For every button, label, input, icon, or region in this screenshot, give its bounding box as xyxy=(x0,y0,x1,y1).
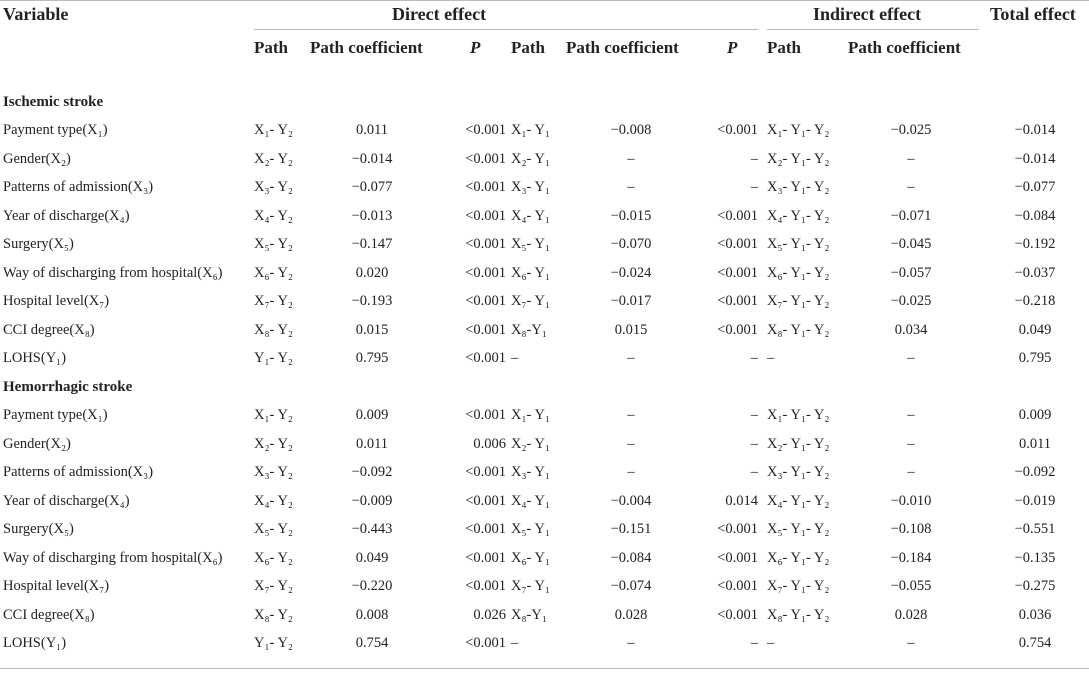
indirect-path-cell: X₃- Y₁- Y₂ xyxy=(767,179,830,195)
direct-path-1-cell: X₃- Y₂ xyxy=(254,179,293,195)
variable-cell: Year of discharge(X₄) xyxy=(3,492,130,509)
total-effect-cell: 0.049 xyxy=(1018,321,1052,338)
header-indirect-effect: Indirect effect xyxy=(813,4,922,24)
indirect-coefficient-cell: – xyxy=(907,435,915,452)
total-effect-cell: −0.218 xyxy=(1014,293,1056,309)
p-value-2-cell: – xyxy=(750,179,758,195)
p-value-2-cell: – xyxy=(750,407,758,423)
direct-path-1-cell: X₆- Y₂ xyxy=(254,264,293,281)
direct-coefficient-2-cell: – xyxy=(627,150,635,167)
p-value-2-cell: <0.001 xyxy=(717,549,758,566)
direct-coefficient-2-cell: −0.015 xyxy=(610,207,652,224)
p-value-2-cell: <0.001 xyxy=(717,236,758,252)
p-value-2-cell: <0.001 xyxy=(717,207,758,224)
direct-path-2-cell: X₃- Y₁ xyxy=(511,464,550,480)
variable-cell: LOHS(Y₁) xyxy=(3,350,67,366)
direct-path-1-cell: Y₁- Y₂ xyxy=(254,350,293,366)
variable-cell: Surgery(X₅) xyxy=(3,236,74,252)
total-effect-cell: 0.795 xyxy=(1018,350,1052,366)
subheader-path-1: Path xyxy=(254,38,288,57)
direct-path-2-cell: X₁- Y₁ xyxy=(511,122,550,138)
direct-coefficient-2-cell: −0.070 xyxy=(610,236,652,252)
subheader-path-coefficient-1: Path coefficient xyxy=(310,38,423,57)
direct-coefficient-2-cell: – xyxy=(627,435,635,452)
total-effect-cell: −0.077 xyxy=(1014,179,1056,195)
variable-cell: CCI degree(X₈) xyxy=(3,606,95,623)
section-title-ischemic: Ischemic stroke xyxy=(3,94,104,110)
direct-path-2-cell: X₂- Y₁ xyxy=(511,435,550,452)
p-value-2-cell: <0.001 xyxy=(717,264,758,281)
direct-coefficient-2-cell: 0.015 xyxy=(614,321,648,338)
table-row xyxy=(0,487,1089,515)
direct-coefficient-1-cell: −0.147 xyxy=(351,236,393,252)
direct-path-2-cell: X₈-Y₁ xyxy=(511,606,547,623)
direct-coefficient-1-cell: 0.049 xyxy=(355,549,389,566)
p-value-2-cell: – xyxy=(750,435,758,452)
total-effect-cell: −0.084 xyxy=(1014,207,1056,224)
indirect-path-cell: X₄- Y₁- Y₂ xyxy=(767,207,830,224)
direct-path-2-cell: X₆- Y₁ xyxy=(511,549,550,566)
direct-path-2-cell: X₄- Y₁ xyxy=(511,492,550,509)
table-row xyxy=(0,515,1089,543)
direct-coefficient-2-cell: −0.024 xyxy=(610,264,652,281)
subheader-indirect-path-coefficient: Path coefficient xyxy=(848,38,961,57)
direct-coefficient-2-cell: −0.017 xyxy=(610,293,652,309)
direct-path-1-cell: X₆- Y₂ xyxy=(254,549,293,566)
direct-coefficient-1-cell: 0.011 xyxy=(355,435,389,452)
direct-path-2-cell: X₅- Y₁ xyxy=(511,521,550,537)
indirect-path-cell: X₈- Y₁- Y₂ xyxy=(767,321,830,338)
direct-path-2-cell: X₅- Y₁ xyxy=(511,236,550,252)
direct-path-1-cell: X₈- Y₂ xyxy=(254,321,293,338)
variable-cell: CCI degree(X₈) xyxy=(3,321,95,338)
p-value-2-cell: – xyxy=(750,350,758,366)
p-value-1-cell: <0.001 xyxy=(465,293,506,309)
table-row xyxy=(0,259,1089,287)
indirect-coefficient-cell: −0.071 xyxy=(890,207,932,224)
indirect-coefficient-cell: −0.057 xyxy=(890,264,932,281)
indirect-coefficient-cell: 0.028 xyxy=(894,606,928,623)
indirect-path-cell: X₈- Y₁- Y₂ xyxy=(767,606,830,623)
table-row xyxy=(0,145,1089,173)
direct-coefficient-1-cell: −0.077 xyxy=(351,179,393,195)
total-effect-cell: 0.011 xyxy=(1018,435,1052,452)
p-value-1-cell: <0.001 xyxy=(465,464,506,480)
p-value-2-cell: <0.001 xyxy=(717,293,758,309)
direct-coefficient-2-cell: – xyxy=(627,179,635,195)
direct-path-2-cell: X₇- Y₁ xyxy=(511,293,550,309)
subheader-p-2: P xyxy=(727,38,738,57)
direct-path-2-cell: X₃- Y₁ xyxy=(511,179,550,195)
indirect-path-cell: X₁- Y₁- Y₂ xyxy=(767,122,830,138)
indirect-path-cell: X₆- Y₁- Y₂ xyxy=(767,264,830,281)
indirect-path-cell: X₅- Y₁- Y₂ xyxy=(767,521,830,537)
total-effect-cell: −0.135 xyxy=(1014,549,1056,566)
direct-path-1-cell: X₅- Y₂ xyxy=(254,521,293,537)
direct-path-2-cell: X₈-Y₁ xyxy=(511,321,547,338)
header-total-effect: Total effect xyxy=(990,4,1076,24)
direct-coefficient-1-cell: 0.015 xyxy=(355,321,389,338)
total-effect-cell: −0.551 xyxy=(1014,521,1056,537)
direct-path-2-cell: – xyxy=(511,350,519,366)
direct-coefficient-1-cell: 0.008 xyxy=(355,606,389,623)
indirect-path-cell: X₄- Y₁- Y₂ xyxy=(767,492,830,509)
direct-coefficient-1-cell: −0.193 xyxy=(351,293,393,309)
variable-cell: Payment type(X₁) xyxy=(3,407,108,423)
direct-coefficient-2-cell: – xyxy=(627,464,635,480)
indirect-path-cell: X₂- Y₁- Y₂ xyxy=(767,435,830,452)
indirect-path-cell: X₂- Y₁- Y₂ xyxy=(767,150,830,167)
p-value-1-cell: <0.001 xyxy=(465,492,506,509)
indirect-coefficient-cell: −0.108 xyxy=(890,521,932,537)
direct-coefficient-1-cell: −0.013 xyxy=(351,207,393,224)
direct-path-2-cell: X₁- Y₁ xyxy=(511,407,550,423)
direct-path-1-cell: X₅- Y₂ xyxy=(254,236,293,252)
indirect-coefficient-cell: −0.010 xyxy=(890,492,932,509)
table-row xyxy=(0,230,1089,258)
total-effect-cell: 0.036 xyxy=(1018,606,1052,623)
total-effect-cell: 0.754 xyxy=(1018,635,1052,651)
table-row xyxy=(0,344,1089,372)
indirect-path-cell: X₆- Y₁- Y₂ xyxy=(767,549,830,566)
header-variable: Variable xyxy=(3,4,69,24)
section-title-hemorrhagic: Hemorrhagic stroke xyxy=(3,379,133,395)
indirect-path-cell: X₅- Y₁- Y₂ xyxy=(767,236,830,252)
direct-path-1-cell: X₂- Y₂ xyxy=(254,435,293,452)
direct-coefficient-1-cell: −0.009 xyxy=(351,492,393,509)
subheader-indirect-path: Path xyxy=(767,38,801,57)
variable-cell: Surgery(X₅) xyxy=(3,521,74,537)
direct-coefficient-1-cell: −0.443 xyxy=(351,521,393,537)
direct-path-1-cell: X₄- Y₂ xyxy=(254,492,293,509)
table-row xyxy=(0,202,1089,230)
table-row xyxy=(0,116,1089,144)
direct-coefficient-1-cell: 0.009 xyxy=(355,407,389,423)
p-value-2-cell: – xyxy=(750,635,758,651)
direct-coefficient-2-cell: −0.074 xyxy=(610,578,652,594)
p-value-1-cell: <0.001 xyxy=(465,150,506,167)
direct-path-1-cell: X₇- Y₂ xyxy=(254,293,293,309)
subheader-p-1: P xyxy=(470,38,481,57)
variable-cell: Hospital level(X₇) xyxy=(3,578,110,594)
table-row xyxy=(0,173,1089,201)
p-value-1-cell: <0.001 xyxy=(465,207,506,224)
variable-cell: Hospital level(X₇) xyxy=(3,293,110,309)
p-value-1-cell: <0.001 xyxy=(465,179,506,195)
p-value-1-cell: <0.001 xyxy=(465,549,506,566)
table-top-rule xyxy=(0,0,1089,1)
direct-coefficient-1-cell: 0.011 xyxy=(355,122,389,138)
table-row xyxy=(0,401,1089,429)
p-value-1-cell: <0.001 xyxy=(465,264,506,281)
indirect-coefficient-cell: −0.045 xyxy=(890,236,932,252)
total-effect-cell: −0.192 xyxy=(1014,236,1056,252)
p-value-1-cell: 0.026 xyxy=(473,606,506,623)
direct-effect-rule xyxy=(254,29,758,30)
direct-path-1-cell: X₁- Y₂ xyxy=(254,122,293,138)
direct-coefficient-2-cell: – xyxy=(627,635,635,651)
variable-cell: Patterns of admission(X₃) xyxy=(3,464,154,480)
direct-coefficient-2-cell: 0.028 xyxy=(614,606,648,623)
direct-path-1-cell: X₂- Y₂ xyxy=(254,150,293,167)
table-row xyxy=(0,601,1089,629)
variable-cell: Gender(X₂) xyxy=(3,435,71,452)
p-value-2-cell: – xyxy=(750,150,758,167)
direct-coefficient-2-cell: −0.004 xyxy=(610,492,652,509)
table-row xyxy=(0,316,1089,344)
direct-coefficient-2-cell: – xyxy=(627,407,635,423)
table-row xyxy=(0,430,1089,458)
indirect-coefficient-cell: – xyxy=(907,635,915,651)
direct-path-2-cell: X₂- Y₁ xyxy=(511,150,550,167)
total-effect-cell: −0.014 xyxy=(1014,150,1056,167)
direct-coefficient-2-cell: −0.084 xyxy=(610,549,652,566)
variable-cell: Payment type(X₁) xyxy=(3,122,108,138)
direct-path-2-cell: – xyxy=(511,635,519,651)
p-value-1-cell: <0.001 xyxy=(465,578,506,594)
table-row xyxy=(0,458,1089,486)
table-row xyxy=(0,629,1089,657)
direct-coefficient-1-cell: −0.092 xyxy=(351,464,393,480)
total-effect-cell: −0.275 xyxy=(1014,578,1056,594)
p-value-1-cell: <0.001 xyxy=(465,350,506,366)
p-value-1-cell: 0.006 xyxy=(473,435,506,452)
indirect-coefficient-cell: – xyxy=(907,179,915,195)
direct-coefficient-2-cell: −0.151 xyxy=(610,521,652,537)
direct-coefficient-1-cell: −0.220 xyxy=(351,578,393,594)
p-value-1-cell: <0.001 xyxy=(465,321,506,338)
indirect-path-cell: X₇- Y₁- Y₂ xyxy=(767,578,830,594)
indirect-path-cell: X₁- Y₁- Y₂ xyxy=(767,407,830,423)
p-value-2-cell: <0.001 xyxy=(717,606,758,623)
direct-path-1-cell: X₇- Y₂ xyxy=(254,578,293,594)
variable-cell: LOHS(Y₁) xyxy=(3,635,67,651)
p-value-1-cell: <0.001 xyxy=(465,407,506,423)
direct-path-2-cell: X₇- Y₁ xyxy=(511,578,550,594)
p-value-2-cell: 0.014 xyxy=(725,492,758,509)
direct-path-1-cell: X₄- Y₂ xyxy=(254,207,293,224)
direct-coefficient-1-cell: 0.754 xyxy=(355,635,389,651)
p-value-1-cell: <0.001 xyxy=(465,236,506,252)
header-direct-effect: Direct effect xyxy=(392,4,487,24)
table-bottom-rule xyxy=(0,668,1089,669)
table-row xyxy=(0,544,1089,572)
indirect-coefficient-cell: – xyxy=(907,350,915,366)
indirect-coefficient-cell: −0.055 xyxy=(890,578,932,594)
indirect-path-cell: X₃- Y₁- Y₂ xyxy=(767,464,830,480)
indirect-coefficient-cell: −0.025 xyxy=(890,122,932,138)
p-value-1-cell: <0.001 xyxy=(465,122,506,138)
variable-cell: Year of discharge(X₄) xyxy=(3,207,130,224)
direct-coefficient-1-cell: −0.014 xyxy=(351,150,393,167)
indirect-coefficient-cell: – xyxy=(907,407,915,423)
indirect-coefficient-cell: −0.184 xyxy=(890,549,932,566)
direct-path-2-cell: X₆- Y₁ xyxy=(511,264,550,281)
total-effect-cell: −0.019 xyxy=(1014,492,1056,509)
indirect-coefficient-cell: −0.025 xyxy=(890,293,932,309)
table-row xyxy=(0,287,1089,315)
p-value-1-cell: <0.001 xyxy=(465,521,506,537)
p-value-2-cell: <0.001 xyxy=(717,578,758,594)
p-value-2-cell: <0.001 xyxy=(717,321,758,338)
indirect-path-cell: – xyxy=(767,350,775,366)
direct-coefficient-1-cell: 0.795 xyxy=(355,350,389,366)
direct-path-1-cell: Y₁- Y₂ xyxy=(254,635,293,651)
total-effect-cell: −0.037 xyxy=(1014,264,1056,281)
total-effect-cell: 0.009 xyxy=(1018,407,1052,423)
table-row xyxy=(0,572,1089,600)
direct-coefficient-2-cell: −0.008 xyxy=(610,122,652,138)
p-value-2-cell: <0.001 xyxy=(717,521,758,537)
variable-cell: Way of discharging from hospital(X₆) xyxy=(3,549,223,566)
direct-path-1-cell: X₃- Y₂ xyxy=(254,464,293,480)
indirect-effect-rule xyxy=(767,29,979,30)
indirect-coefficient-cell: 0.034 xyxy=(894,321,928,338)
direct-coefficient-1-cell: 0.020 xyxy=(355,264,389,281)
variable-cell: Patterns of admission(X₃) xyxy=(3,179,154,195)
direct-path-1-cell: X₁- Y₂ xyxy=(254,407,293,423)
indirect-coefficient-cell: – xyxy=(907,464,915,480)
indirect-coefficient-cell: – xyxy=(907,150,915,167)
p-value-1-cell: <0.001 xyxy=(465,635,506,651)
total-effect-cell: −0.092 xyxy=(1014,464,1056,480)
subheader-path-coefficient-2: Path coefficient xyxy=(566,38,679,57)
subheader-path-2: Path xyxy=(511,38,545,57)
indirect-path-cell: – xyxy=(767,635,775,651)
p-value-2-cell: – xyxy=(750,464,758,480)
variable-cell: Gender(X₂) xyxy=(3,150,71,167)
direct-coefficient-2-cell: – xyxy=(627,350,635,366)
indirect-path-cell: X₇- Y₁- Y₂ xyxy=(767,293,830,309)
direct-path-1-cell: X₈- Y₂ xyxy=(254,606,293,623)
p-value-2-cell: <0.001 xyxy=(717,122,758,138)
direct-path-2-cell: X₄- Y₁ xyxy=(511,207,550,224)
total-effect-cell: −0.014 xyxy=(1014,122,1056,138)
variable-cell: Way of discharging from hospital(X₆) xyxy=(3,264,223,281)
